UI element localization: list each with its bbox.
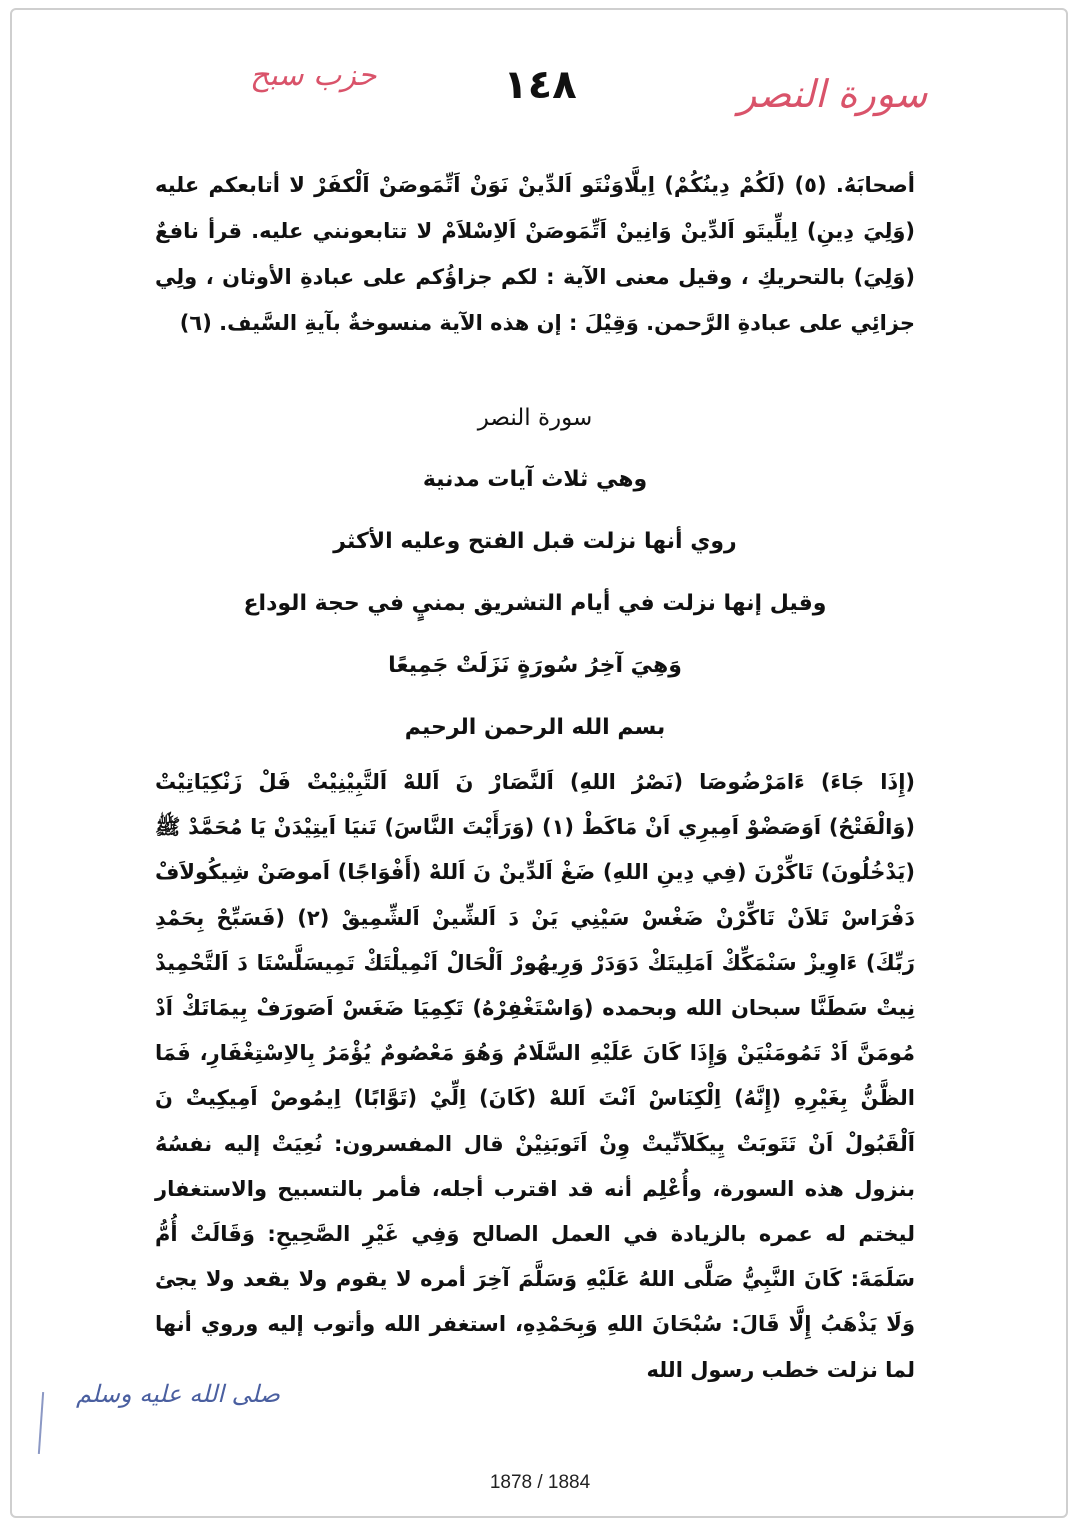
heading-revelation-1: روي أنها نزلت قبل الفتح وعليه الأكثر: [333, 529, 737, 554]
tafsir-paragraph-text: (إِذَا جَاءَ) ءَامَرْضُوصَا (نَصْرُ اللهِ) اَلنَّصَارْ نَ اَللهْ اَلتَّبِيْنِيْتْ فَلْ زَنْكِيَاتِيْتْ (وَالْفَتْحُ) اَوَصَضْوْ اَمِيرِي اَنْ مَاكَطْ (١) (وَرَأَيْتَ النَّاسَ) تَنيَا اَيتِيْدَنْ يَا مُحَمَّدْ ﷺ (يَدْخُلُونَ) تَاكِّرْنَ (فِي دِينِ اللهِ) ضَغْ اَلدِّينْ نَ اَللهْ (أَفْوَاجًا) اَموصَنْ شِيكُولاَفْ دَفْرَاسْ تَلاَنْ تَاكِّرْنْ ضَغْسْ سَيْنِي يَنْ دَ اَلشِّينْ اَلشِّمِيقْ (٢) (فَسَبِّحْ بِحَمْدِ رَبِّكَ) ءَاوِيزْ سَنْمَكِّكْ اَمَلِيتَكْ دَوَدَرْ وَرِيهُورْ اَلْحَالْ اَنْمِيلْتَكْ تَمِيسَلَّسْتَا دَ اَلتَّحْمِيدْ نِيتْ سَطَنَّا سبحان الله وبحمده (وَاسْتَغْفِرْهُ) تَكِمِيَا ضَغَسْ اَصَورَفْ بِيمَاتَكْ اَدْ مُومَنَّ اَدْ تَمُومَنْيَنْ وَإِذَا كَانَ عَلَيْهِ السَّلَامُ وَهُوَ مَعْصُومٌ يُؤْمَرُ بِالاِسْتِغْفَارِ، فَمَا الظَّنُّ بِغَيْرِهِ (إِنَّهُ) اِلْكِنَاسْ اَنْتَ اَللهْ (كَانَ) اِلِّيْ (تَوَّابًا) اِيمُوصْ اَمِيكِيتْ نَ اَلْقَبُولْ اَنْ تَتَوبَتْ يِيكَلاَنِّيتْ وِنْ اَتَوبَنِيْنْ قال المفسرون: نُعِيَتْ إليه نفسُهُ بنزول هذه السورة، وأُعْلِم أنه قد اقترب أجله، فأمر بالتسبيح والاستغفار ليختم له عمره بالزيادة في العمل الصالح وَفِي غَيْرِ الصَّحِيحِ: وَقَالَتْ أُمُّ سَلَمَةَ: كَانَ النَّبِيُّ صَلَّى اللهُ عَلَيْهِ وَسَلَّمَ آخِرَ أمره لا يقوم ولا يقعد ولا يجئ وَلَا يَذْهَبُ إِلَّا قَالَ: سُبْحَانَ اللهِ وَبِحَمْدِهِ، استغفر الله وأتوب إليه وروي أنها لما نزلت خطب رسول الله: [155, 770, 916, 1382]
basmala: بسم الله الرحمن الرحيم: [404, 715, 666, 740]
tafsir-paragraph: [155, 760, 915, 1393]
surah-title: سورة النصر: [477, 405, 593, 431]
page-number: ١٤٨: [503, 62, 577, 108]
heading-verse-count: وهي ثلاث آيات مدنية: [422, 467, 648, 492]
page-counter: 1878 / 1884: [489, 1472, 591, 1493]
intro-paragraph: [155, 162, 915, 346]
handwritten-margin-note: صلى الله عليه وسلم: [76, 1380, 280, 1408]
heading-revelation-2: وقيل إنها نزلت في أيام التشريق بمنيٍ في حجة الوداع: [243, 591, 827, 616]
intro-paragraph-text: أصحابَهُ. (٥) (لَكُمْ دِينُكُمْ) اِيلَّاوَنْتَو اَلدِّينْ نَوَنْ اَتِّمَوصَنْ اَلْكفَرْ لا أتابعكم عليه (وَلِيَ دِينِ) اِيلِّيتَو اَلدِّينْ وَانِينْ اَتِّمَوصَنْ اَلاِسْلاَمْ لا تتابعونني عليه. قرأ نافعٌ (وَلِيَ) بالتحريكِ ، وقيل معنى الآية : لكم جزاؤُكم على عبادةِ الأوثان ، ولِي جزائِي على عبادةِ الرَّحمن. وَقِيْلَ : إن هذه الآية منسوخةٌ بآيةِ السَّيف. (٦): [155, 173, 915, 335]
handwritten-hizb-note: حزب سبح: [250, 58, 377, 93]
handwritten-surah-note: سورة النصر: [738, 72, 928, 116]
heading-last-surah: وَهِيَ آخِرُ سُورَةٍ نَزَلَتْ جَمِيعًا: [388, 653, 682, 678]
surah-headings: [155, 398, 915, 770]
